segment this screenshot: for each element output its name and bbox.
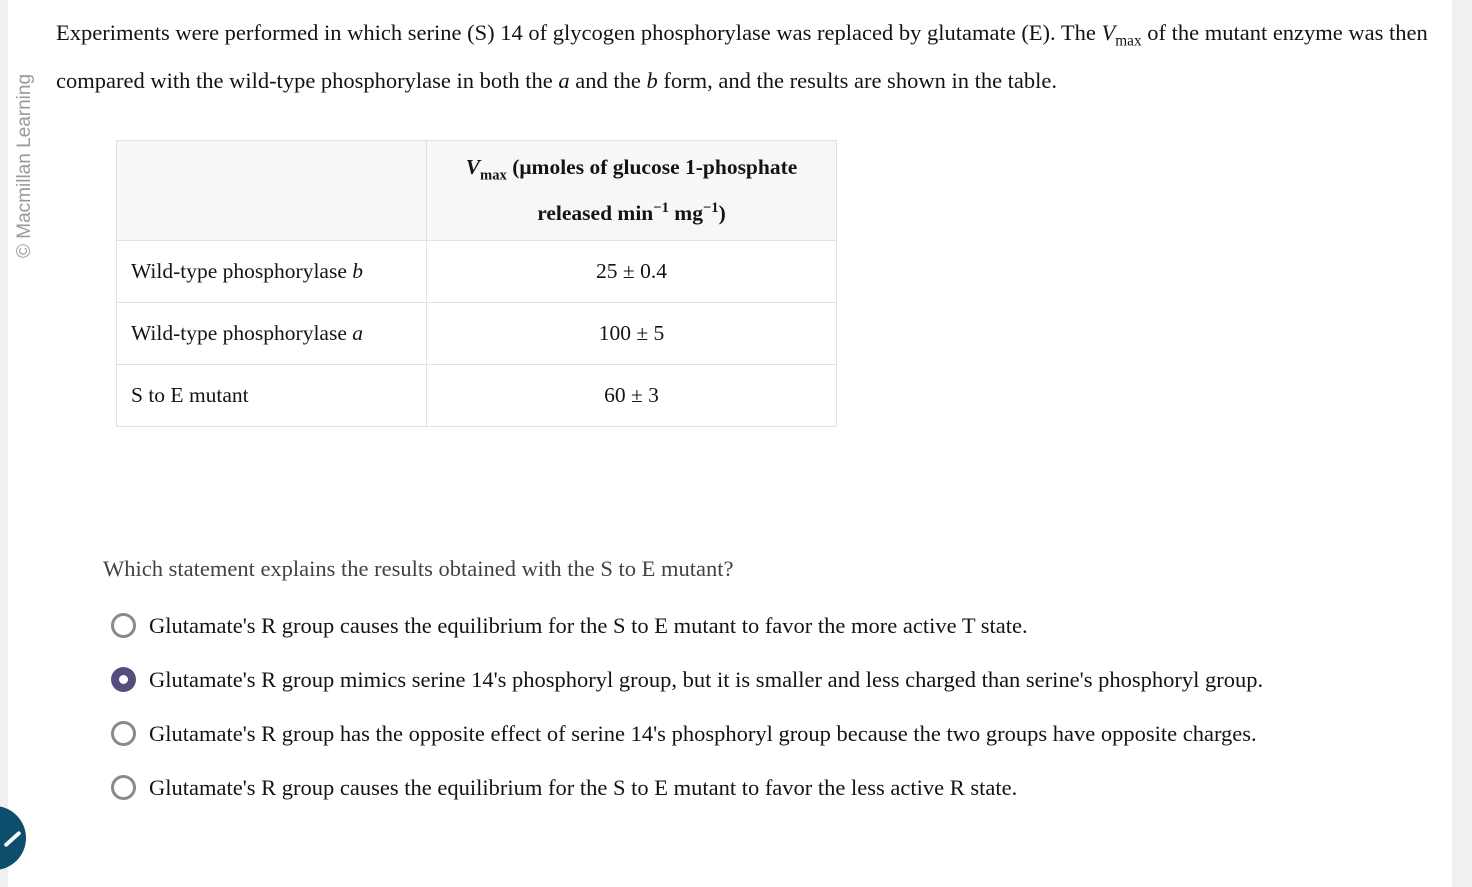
header-units-text: mg <box>668 201 703 226</box>
radio-button-selected[interactable] <box>111 667 136 692</box>
header-units-text: ) <box>718 201 726 226</box>
intro-text: and the <box>569 67 647 93</box>
question-prompt: Which statement explains the results obtained with the S to E mutant? <box>103 556 734 581</box>
row-label <box>117 241 427 303</box>
row-value: 100 ± 5 <box>427 303 837 365</box>
radio-button[interactable] <box>111 721 136 746</box>
intro-paragraph <box>56 13 1440 100</box>
intro-text: form, and the results are shown in the table. <box>657 67 1058 93</box>
vmax-symbol: V <box>465 155 481 179</box>
radio-button[interactable] <box>111 775 136 800</box>
row-label-italic: b <box>352 259 364 284</box>
option-text: Glutamate's R group causes the equilibrium for the S to E mutant to favor the more active T state. <box>149 613 1028 638</box>
option-text: Glutamate's R group mimics serine 14's phosphoryl group, but it is smaller and less charged than serine's phosphoryl group. <box>149 667 1264 692</box>
radio-dot <box>119 675 128 684</box>
vmax-column-header <box>427 141 837 241</box>
table-row <box>117 241 837 303</box>
answer-option-4[interactable] <box>111 768 1326 807</box>
answer-option-1[interactable] <box>111 606 1326 645</box>
option-text: Glutamate's R group has the opposite effect of serine 14's phosphoryl group because the two groups have opposite charges. <box>149 721 1257 746</box>
option-text: Glutamate's R group causes the equilibrium for the S to E mutant to favor the less active R state. <box>149 775 1018 800</box>
table-corner-cell <box>117 141 427 241</box>
row-value: 60 ± 3 <box>427 365 837 427</box>
answer-options <box>111 606 1326 822</box>
macmillan-copyright: © Macmillan Learning <box>14 73 35 258</box>
row-value: 25 ± 0.4 <box>427 241 837 303</box>
content-card <box>8 0 1452 887</box>
answer-option-3[interactable] <box>111 714 1326 753</box>
table-header-row <box>117 141 837 241</box>
intro-text: of the mutant enzyme was then compared with the wild-type phosphorylase in both the <box>56 20 1428 93</box>
mg-exponent: −1 <box>702 200 719 217</box>
vmax-symbol: V <box>1101 20 1116 45</box>
table-row <box>117 303 837 365</box>
header-units-text: (μmoles of glucose 1-phosphate released min <box>506 155 798 226</box>
vmax-subscript: max <box>480 167 507 184</box>
checkmark-icon <box>3 830 21 847</box>
form-a-symbol: a <box>558 67 570 93</box>
table-row <box>117 365 837 427</box>
radio-button[interactable] <box>111 613 136 638</box>
row-label-text: S to E mutant <box>131 383 249 408</box>
vmax-subscript: max <box>1115 32 1142 50</box>
row-label-italic: a <box>352 321 364 346</box>
row-label <box>117 365 427 427</box>
answer-option-2[interactable] <box>111 660 1326 699</box>
intro-text: Experiments were performed in which serine (S) 14 of glycogen phosphorylase was replaced by glutamate (E). The <box>56 20 1102 45</box>
row-label-text: Wild-type phosphorylase <box>131 321 353 346</box>
form-b-symbol: b <box>646 67 658 93</box>
results-table <box>116 140 837 427</box>
min-exponent: −1 <box>653 200 669 217</box>
row-label-text: Wild-type phosphorylase <box>131 259 353 284</box>
row-label <box>117 303 427 365</box>
